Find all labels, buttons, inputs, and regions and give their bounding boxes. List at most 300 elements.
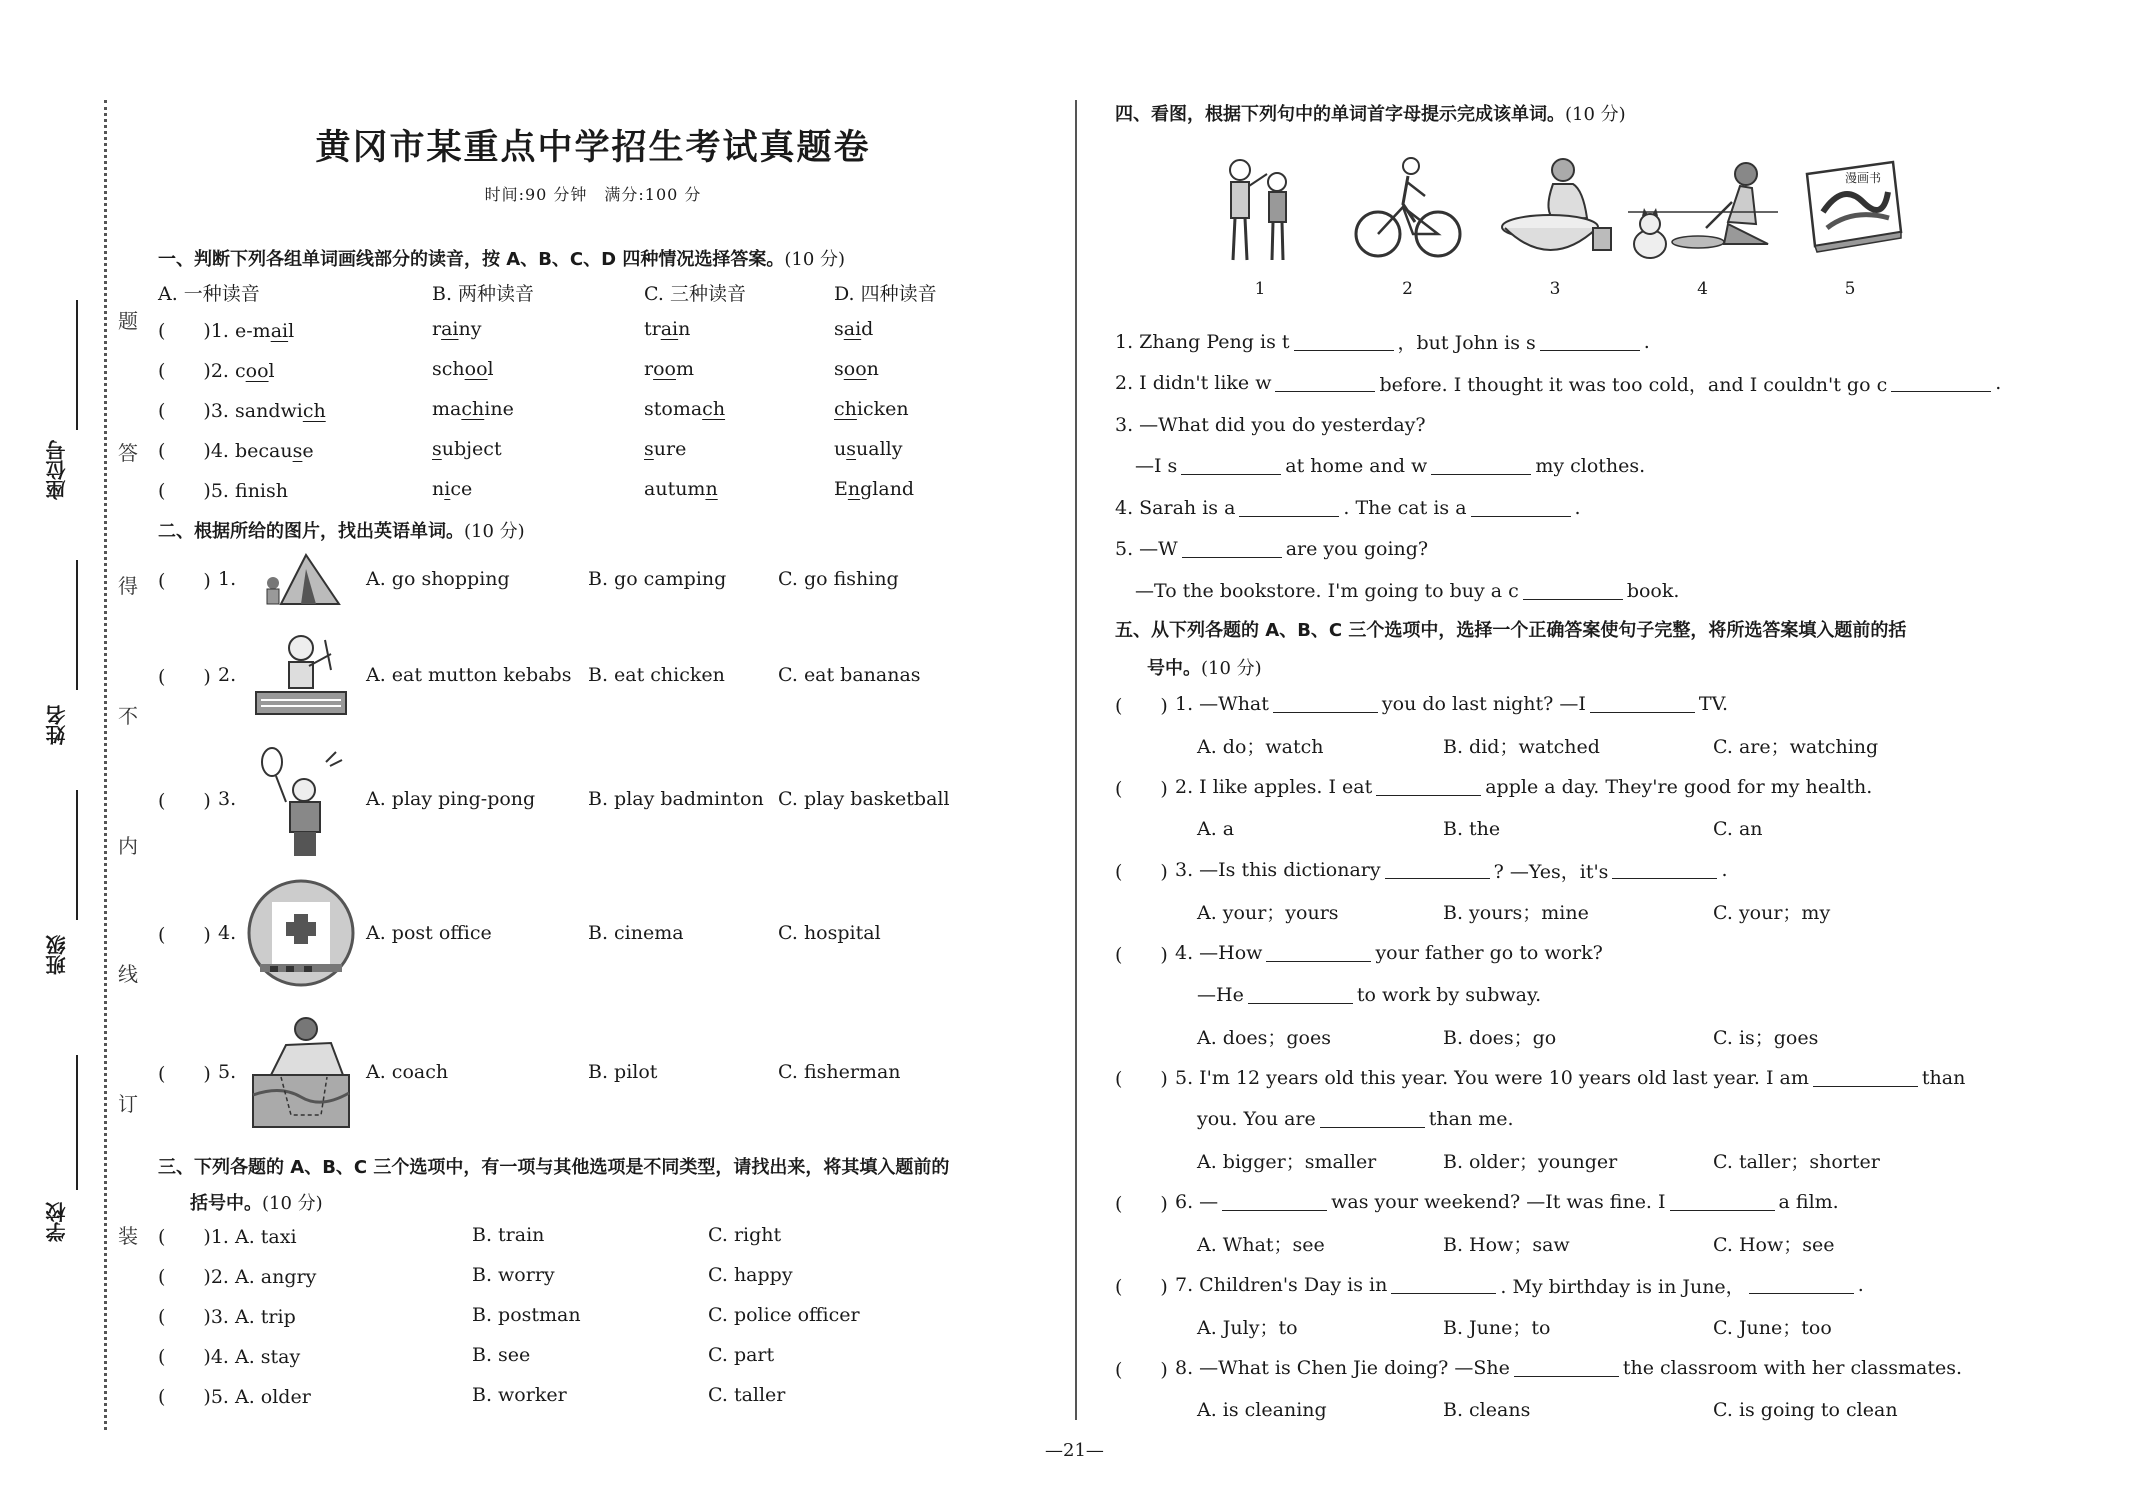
picture-number: 3 xyxy=(1549,279,1561,299)
options-row xyxy=(1115,1389,2015,1431)
question-text: than me. xyxy=(1428,1108,1514,1131)
section-3-title: 三、下列各题的 A、B、C 三个选项中，有一项与其他选项是不同类型，请找出来，将其填入题前的 xyxy=(158,1157,950,1178)
two-boys-icon xyxy=(1215,152,1305,267)
line-text: before. I thought it was too cold，and I couldn't go c xyxy=(1379,373,1888,396)
picture-4 xyxy=(1638,152,1768,299)
underlined-part: ch xyxy=(702,398,726,420)
answer-parentheses[interactable]: ( ) xyxy=(1115,1358,1168,1381)
fill-in-line xyxy=(1115,570,2015,612)
question-row xyxy=(158,389,1058,429)
answer-option[interactable]: A. is cleaning xyxy=(1197,1398,1327,1421)
answer-option[interactable]: C. is；goes xyxy=(1713,1026,1819,1049)
answer-option[interactable]: A. do；watch xyxy=(1197,736,1324,759)
answer-option: C. taller xyxy=(708,1384,786,1406)
column-divider xyxy=(1075,100,1077,1420)
options-row xyxy=(1115,1016,2015,1058)
answer-option[interactable]: A. July；to xyxy=(1197,1317,1298,1340)
answer-option: A. play ping-pong xyxy=(366,788,536,810)
answer-option: B. go camping xyxy=(588,568,727,590)
answer-option[interactable]: A. does；goes xyxy=(1197,1026,1331,1049)
name-field[interactable] xyxy=(42,705,78,745)
bicycle-icon xyxy=(1353,152,1463,267)
fill-in-line xyxy=(1115,529,2015,571)
seal-char: 内 xyxy=(118,834,138,858)
underlined-part: oo xyxy=(245,359,269,382)
word-option: ( )1. e-mail xyxy=(158,319,295,342)
answer-parentheses[interactable]: ( ) xyxy=(1115,694,1168,717)
question-number: 1. xyxy=(218,568,237,590)
word-option: soon xyxy=(834,358,879,380)
line-text: . xyxy=(1574,496,1581,519)
answer-option: A. post office xyxy=(366,922,492,944)
school-blank[interactable] xyxy=(76,1055,78,1190)
eating-kebabs-icon xyxy=(251,630,351,720)
answer-parentheses[interactable]: ( ) xyxy=(158,319,211,342)
answer-blank[interactable] xyxy=(1590,695,1695,713)
word-option: chicken xyxy=(834,398,909,420)
seal-char: 不 xyxy=(118,704,138,728)
answer-blank[interactable] xyxy=(1248,986,1353,1004)
question-text: than xyxy=(1921,1066,1966,1089)
picture-question-row xyxy=(158,615,1058,735)
question-number: 5. xyxy=(210,479,235,502)
underlined-part: s xyxy=(432,438,442,460)
answer-blank[interactable] xyxy=(1471,499,1571,517)
head-c: C. 三种读音 xyxy=(644,282,746,305)
answer-option[interactable]: B. How；saw xyxy=(1443,1234,1570,1257)
question-line xyxy=(1115,850,2015,892)
question-text: 5. I'm 12 years old this year. You were 10 years old last year. I am xyxy=(1175,1066,1809,1089)
word-option: ( )5. fnish xyxy=(158,479,288,502)
question-text: apple a day. They're good for my health. xyxy=(1485,776,1873,799)
section-1-rows xyxy=(158,309,1058,509)
left-column xyxy=(158,120,1058,1415)
section-1-heads xyxy=(158,275,1058,309)
washing-clothes-icon xyxy=(1495,152,1615,267)
fill-in-line xyxy=(1115,404,2015,446)
seal-dotted-line xyxy=(104,100,107,1430)
answer-option[interactable]: B. does；go xyxy=(1443,1026,1557,1049)
question-number: 2. xyxy=(218,664,237,686)
line-text: —I s xyxy=(1135,455,1178,478)
answer-option[interactable]: C. are；watching xyxy=(1713,736,1879,759)
question-line xyxy=(1115,684,2015,726)
section-3-rows xyxy=(158,1215,1058,1415)
answer-blank[interactable] xyxy=(1612,861,1717,879)
answer-option: A. coach xyxy=(366,1061,449,1083)
answer-parentheses[interactable]: ( ) xyxy=(1115,1068,1168,1091)
word-option: rainy xyxy=(432,318,482,340)
question-text: ? —Yes，it's xyxy=(1493,860,1609,883)
section-5-title: 五、从下列各题的 A、B、C 三个选项中，选择一个正确答案使句子完整，将所选答案填入题前的括 xyxy=(1115,619,1907,641)
picture-question-row xyxy=(158,735,1058,863)
word-option: stomach xyxy=(644,398,726,420)
underlined-part: n xyxy=(705,478,718,500)
options-row xyxy=(1115,725,2015,767)
answer-option[interactable]: B. yours；mine xyxy=(1443,902,1589,925)
hospital-icon xyxy=(246,878,356,988)
answer-parentheses[interactable]: ( ) xyxy=(1115,943,1168,966)
line-text: 4. Sarah is a xyxy=(1115,496,1236,519)
question-row xyxy=(158,1215,1058,1255)
answer-blank[interactable] xyxy=(1266,944,1371,962)
fill-in-line xyxy=(1115,321,2015,363)
question-text: . xyxy=(1857,1274,1864,1297)
answer-blank[interactable] xyxy=(1514,1359,1619,1377)
line-text: . xyxy=(1995,372,2002,395)
answer-parentheses[interactable]: ( ) xyxy=(158,359,211,382)
answer-option: B. pilot xyxy=(588,1061,658,1083)
picture-question-row xyxy=(158,1003,1058,1141)
question-text: 4. —How xyxy=(1175,942,1263,965)
answer-option: ( )3. A. trip xyxy=(158,1305,296,1328)
word-option: usually xyxy=(834,438,903,460)
question-text: 2. I like apples. I eat xyxy=(1175,776,1373,799)
head-b: B. 两种读音 xyxy=(432,282,535,305)
question-line xyxy=(1115,1099,2015,1141)
seal-char: 题 xyxy=(118,309,138,333)
picture-5 xyxy=(1785,152,1915,299)
options-row xyxy=(1115,808,2015,850)
underlined-part: ai xyxy=(843,318,862,340)
underlined-part: n xyxy=(847,478,861,500)
answer-option[interactable]: B. the xyxy=(1443,817,1501,840)
question-line xyxy=(1115,1265,2015,1307)
class-field[interactable] xyxy=(42,935,78,975)
question-picture xyxy=(246,1015,356,1130)
word-option: nice xyxy=(432,478,473,500)
options-row xyxy=(1115,1140,2015,1182)
question-text: a film. xyxy=(1778,1191,1839,1214)
underlined-part: ai xyxy=(270,319,289,342)
answer-blank[interactable] xyxy=(1670,1193,1775,1211)
question-picture xyxy=(246,630,356,720)
fisherman-icon xyxy=(251,1015,351,1130)
answer-parentheses[interactable]: ( ) xyxy=(158,1225,211,1248)
underlined-part: s xyxy=(292,439,303,462)
line-text: 1. Zhang Peng is t xyxy=(1115,330,1290,353)
question-number: 2. xyxy=(210,359,235,382)
answer-parentheses[interactable]: ( ) xyxy=(158,399,211,422)
answer-parentheses[interactable]: ( ) xyxy=(158,479,211,502)
comic-book-icon xyxy=(1793,152,1908,267)
underlined-part: ai xyxy=(660,318,679,340)
answer-parentheses[interactable]: ( ) xyxy=(158,439,211,462)
answer-blank[interactable] xyxy=(1391,1276,1496,1294)
answer-blank[interactable] xyxy=(1320,1110,1425,1128)
answer-option: B. worry xyxy=(472,1264,555,1286)
question-line xyxy=(1115,1182,2015,1224)
name-blank[interactable] xyxy=(76,560,78,690)
section-2-rows xyxy=(158,543,1058,1141)
answer-parentheses[interactable]: ( ) xyxy=(1115,1275,1168,1298)
head-a: A. 一种读音 xyxy=(158,282,260,305)
question-row xyxy=(158,1335,1058,1375)
question-text: TV. xyxy=(1698,693,1729,716)
question-row xyxy=(158,309,1058,349)
question-row xyxy=(158,469,1058,509)
underlined-part: s xyxy=(846,438,857,460)
seal-char: 装 xyxy=(118,1224,138,1248)
picture-3 xyxy=(1490,152,1620,299)
question-text: . xyxy=(1721,859,1728,882)
answer-parentheses[interactable]: ( ) xyxy=(158,569,211,592)
answer-option[interactable]: C. taller；shorter xyxy=(1713,1151,1880,1174)
underlined-part: oo xyxy=(843,358,867,380)
answer-option: B. train xyxy=(472,1224,545,1246)
school-field[interactable] xyxy=(42,1202,78,1242)
question-number: 3. xyxy=(210,399,235,422)
underlined-part: s xyxy=(644,438,654,460)
answer-blank[interactable] xyxy=(1749,1276,1854,1294)
answer-option: B. play badminton xyxy=(588,788,764,810)
word-option: ( )3. sandwich xyxy=(158,399,326,422)
field-label: 学校 xyxy=(45,1202,69,1242)
question-line xyxy=(1115,767,2015,809)
answer-blank[interactable] xyxy=(1523,582,1623,600)
question-text: 7. Children's Day is in xyxy=(1175,1274,1388,1297)
page-title: 黄冈市某重点中学招生考试真题卷 xyxy=(315,127,871,168)
answer-parentheses[interactable]: ( ) xyxy=(158,1385,211,1408)
seal-char: 得 xyxy=(118,574,138,598)
answer-blank[interactable] xyxy=(1294,333,1394,351)
answer-option: A. go shopping xyxy=(366,568,510,590)
options-row xyxy=(1115,891,2015,933)
picture-question-row xyxy=(158,863,1058,1003)
field-label: 座位号 xyxy=(45,440,69,500)
answer-parentheses[interactable]: ( ) xyxy=(158,1265,211,1288)
section-1-title: 一、判断下列各组单词画线部分的读音，按 A、B、C、D 四种情况选择答案。(10 分) xyxy=(158,249,846,270)
answer-blank[interactable] xyxy=(1273,695,1378,713)
underlined-part: ai xyxy=(441,318,459,340)
answer-blank[interactable] xyxy=(1431,457,1531,475)
question-row xyxy=(158,1295,1058,1335)
fill-in-line xyxy=(1115,487,2015,529)
section-4-title: 四、看图，根据下列句中的单词首字母提示完成该单词。(10 分) xyxy=(1115,104,1626,125)
girl-and-cat-icon xyxy=(1628,152,1778,267)
exam-subtitle: 时间:90 分钟 满分:100 分 xyxy=(484,185,702,204)
answer-blank[interactable] xyxy=(1385,861,1490,879)
field-label: 姓名 xyxy=(45,705,69,745)
question-row xyxy=(158,1375,1058,1415)
seal-char: 订 xyxy=(118,1092,138,1116)
answer-option: C. fisherman xyxy=(778,1061,901,1083)
seal-char: 答 xyxy=(118,441,138,465)
question-line xyxy=(1115,933,2015,975)
line-text: are you going? xyxy=(1285,538,1429,561)
answer-option[interactable]: C. How；see xyxy=(1713,1234,1835,1257)
answer-parentheses[interactable]: ( ) xyxy=(1115,777,1168,800)
right-column xyxy=(1115,100,2015,1431)
answer-parentheses[interactable]: ( ) xyxy=(158,665,211,688)
word-option: sure xyxy=(644,438,687,460)
badminton-icon xyxy=(256,742,346,857)
answer-blank[interactable] xyxy=(1891,374,1991,392)
question-number: 4. xyxy=(218,922,237,944)
underlined-part: i xyxy=(444,478,451,500)
question-line xyxy=(1115,974,2015,1016)
options-row xyxy=(1115,1306,2015,1348)
picture-number: 2 xyxy=(1402,279,1413,299)
answer-option[interactable]: C. June；too xyxy=(1713,1317,1832,1340)
answer-blank[interactable] xyxy=(1813,1069,1918,1087)
head-d: D. 四种读音 xyxy=(834,282,937,305)
seat-number-field[interactable] xyxy=(42,440,78,500)
word-option: autumn xyxy=(644,478,718,500)
tent-icon xyxy=(261,549,341,609)
question-row xyxy=(158,349,1058,389)
question-text: 3. —Is this dictionary xyxy=(1175,859,1381,882)
section-5-questions xyxy=(1115,684,2015,1431)
question-text: 1. —What xyxy=(1175,693,1269,716)
line-text: 5. —W xyxy=(1115,538,1178,561)
question-text: 8. —What is Chen Jie doing? —She xyxy=(1175,1357,1510,1380)
picture-number: 5 xyxy=(1844,279,1856,299)
answer-option: C. police officer xyxy=(708,1304,860,1326)
binding-strip xyxy=(20,100,138,1430)
answer-option[interactable]: A. bigger；smaller xyxy=(1197,1151,1377,1174)
answer-parentheses[interactable]: ( ) xyxy=(1115,1192,1168,1215)
answer-option[interactable]: B. older；younger xyxy=(1443,1151,1618,1174)
options-row xyxy=(1115,1223,2015,1265)
answer-option[interactable]: A. What；see xyxy=(1197,1234,1325,1257)
page-number: —21— xyxy=(1045,1440,1104,1461)
answer-blank[interactable] xyxy=(1376,778,1481,796)
answer-option: ( )2. A. angry xyxy=(158,1265,317,1288)
word-option: train xyxy=(644,318,691,340)
answer-blank[interactable] xyxy=(1540,333,1640,351)
section-4-pictures xyxy=(1195,152,1915,299)
answer-option[interactable]: B. did；watched xyxy=(1443,736,1600,759)
answer-parentheses[interactable]: ( ) xyxy=(158,1062,211,1085)
answer-option: C. hospital xyxy=(778,922,881,944)
underlined-part: oo xyxy=(464,358,488,380)
line-text: book. xyxy=(1626,579,1680,602)
question-text: your father go to work? xyxy=(1375,942,1603,965)
question-number: 4. xyxy=(210,439,235,462)
word-option: room xyxy=(644,358,695,380)
word-option: ( )4. because xyxy=(158,439,314,462)
question-text: —He xyxy=(1197,983,1244,1006)
section-4-lines xyxy=(1115,321,2015,612)
answer-parentheses[interactable]: ( ) xyxy=(158,923,211,946)
question-number: 1. xyxy=(210,319,235,342)
question-text: the classroom with her classmates. xyxy=(1622,1357,1963,1380)
picture-number: 1 xyxy=(1254,279,1266,299)
question-text: you. You are xyxy=(1197,1108,1316,1131)
answer-option: B. postman xyxy=(472,1304,581,1326)
answer-blank[interactable] xyxy=(1222,1193,1327,1211)
class-blank[interactable] xyxy=(76,790,78,920)
answer-blank[interactable] xyxy=(1182,540,1282,558)
line-text: 3. —What did you do yesterday? xyxy=(1115,413,1426,436)
section-3-title-cont: 括号中。(10 分) xyxy=(190,1193,323,1214)
answer-option: C. eat bananas xyxy=(778,664,921,686)
answer-option[interactable]: B. June；to xyxy=(1443,1317,1551,1340)
picture-2 xyxy=(1343,152,1473,299)
word-option: school xyxy=(432,358,494,380)
question-row xyxy=(158,429,1058,469)
answer-option: C. right xyxy=(708,1224,782,1246)
answer-blank[interactable] xyxy=(1275,374,1375,392)
question-line xyxy=(1115,1057,2015,1099)
question-picture xyxy=(246,742,356,857)
answer-option: C. happy xyxy=(708,1264,793,1286)
answer-option: C. part xyxy=(708,1344,775,1366)
answer-blank[interactable] xyxy=(1239,499,1339,517)
answer-option: ( )4. A. stay xyxy=(158,1345,301,1368)
word-option: ( )2. cool xyxy=(158,359,275,382)
question-row xyxy=(158,1255,1058,1295)
question-text: you do last night? —I xyxy=(1381,693,1586,716)
picture-number: 4 xyxy=(1697,279,1708,299)
underlined-part: ch xyxy=(834,398,857,420)
line-text: 2. I didn't like w xyxy=(1115,372,1272,395)
line-text: —To the bookstore. I'm going to buy a c xyxy=(1135,579,1519,602)
answer-option: C. go fishing xyxy=(778,568,899,590)
question-text: . My birthday is in June， xyxy=(1500,1275,1745,1298)
line-text: at home and w xyxy=(1285,455,1428,478)
question-text: 6. — xyxy=(1175,1191,1219,1214)
answer-option[interactable]: C. is going to clean xyxy=(1713,1398,1898,1421)
answer-option: B. eat chicken xyxy=(588,664,725,686)
picture-1 xyxy=(1195,152,1325,299)
question-line xyxy=(1115,1348,2015,1390)
field-label: 班级 xyxy=(45,935,69,975)
answer-parentheses[interactable]: ( ) xyxy=(158,1305,211,1328)
line-text: . xyxy=(1643,330,1650,353)
answer-option: B. cinema xyxy=(588,922,684,944)
question-text: was your weekend? —It was fine. I xyxy=(1331,1191,1666,1214)
seal-char: 线 xyxy=(118,962,138,986)
answer-option[interactable]: C. an xyxy=(1713,817,1763,840)
answer-option[interactable]: A. your；yours xyxy=(1197,902,1339,925)
answer-option: A. eat mutton kebabs xyxy=(366,664,572,686)
word-option: said xyxy=(834,318,874,340)
word-option: England xyxy=(834,478,915,500)
answer-parentheses[interactable]: ( ) xyxy=(158,789,211,812)
question-number: 3. xyxy=(218,788,237,810)
question-picture xyxy=(246,878,356,988)
underlined-part: ch xyxy=(302,399,326,422)
word-option: subject xyxy=(432,438,502,460)
line-text: ，but John is s xyxy=(1397,332,1536,355)
question-number: 5. xyxy=(218,1061,237,1083)
seat-number-blank[interactable] xyxy=(76,300,78,430)
question-text: to work by subway. xyxy=(1356,983,1542,1006)
answer-option[interactable]: B. cleans xyxy=(1443,1398,1531,1421)
fill-in-line xyxy=(1115,363,2015,405)
answer-option[interactable]: A. a xyxy=(1197,817,1235,840)
answer-option: ( )1. A. taxi xyxy=(158,1225,297,1248)
answer-option: ( )5. A. older xyxy=(158,1385,311,1408)
answer-option: C. play basketball xyxy=(778,788,950,810)
underlined-part: oo xyxy=(653,358,676,380)
answer-option: B. worker xyxy=(472,1384,567,1406)
answer-blank[interactable] xyxy=(1181,457,1281,475)
section-2-title: 二、根据所给的图片，找出英语单词。(10 分) xyxy=(158,521,525,542)
answer-parentheses[interactable]: ( ) xyxy=(1115,860,1168,883)
section-5-title-cont: 号中。(10 分) xyxy=(1147,657,1262,679)
line-text: . The cat is a xyxy=(1343,496,1467,519)
question-picture xyxy=(246,549,356,609)
answer-option: B. see xyxy=(472,1344,531,1366)
answer-option[interactable]: C. your；my xyxy=(1713,902,1831,925)
fill-in-line xyxy=(1115,446,2015,488)
word-option: machine xyxy=(432,398,514,420)
answer-parentheses[interactable]: ( ) xyxy=(158,1345,211,1368)
line-text: my clothes. xyxy=(1535,455,1646,478)
